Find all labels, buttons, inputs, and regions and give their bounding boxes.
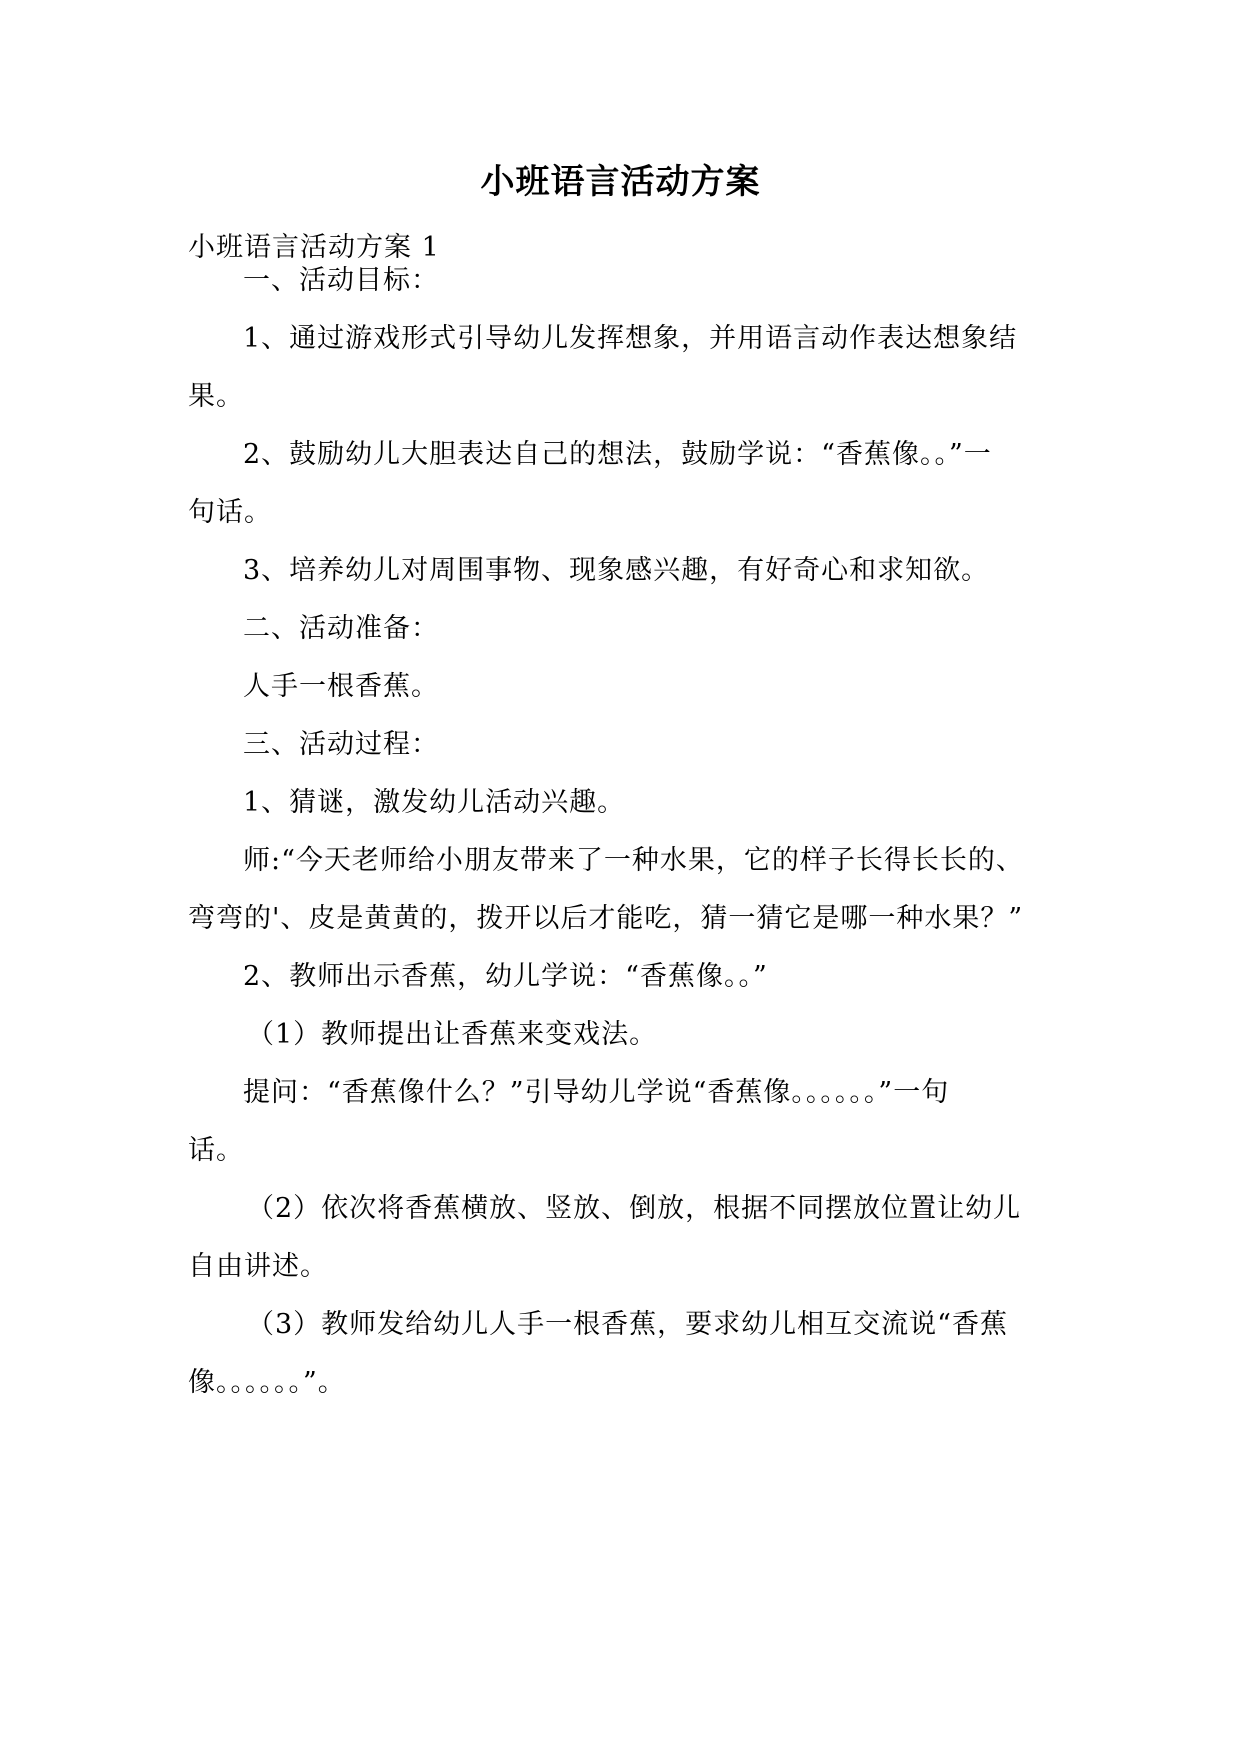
paragraph-line: 句话。 — [188, 497, 272, 528]
paragraph-line: 自由讲述。 — [188, 1251, 328, 1282]
paragraph-line: 1、通过游戏形式引导幼儿发挥想象，并用语言动作表达想象结 — [243, 323, 1018, 354]
paragraph-line: 师:“今天老师给小朋友带来了一种水果，它的样子长得长长的、 — [243, 845, 1024, 876]
paragraph-line: 提问：“香蕉像什么？”引导幼儿学说“香蕉像。。。。。。”一句 — [243, 1077, 950, 1108]
paragraph-line: 人手一根香蕉。 — [243, 671, 439, 702]
paragraph-line: 3、培养幼儿对周围事物、现象感兴趣，有好奇心和求知欲。 — [243, 555, 990, 586]
heading-objectives: 一、活动目标： — [243, 265, 439, 296]
paragraph-line: 2、教师出示香蕉，幼儿学说：“香蕉像。。” — [243, 961, 768, 992]
paragraph-line: （1）教师提出让香蕉来变戏法。 — [247, 1019, 658, 1050]
heading-preparation: 二、活动准备： — [243, 613, 439, 644]
paragraph-line: （3）教师发给幼儿人手一根香蕉，要求幼儿相互交流说“香蕉 — [247, 1309, 1008, 1340]
paragraph-line: 弯弯的'、皮是黄黄的，拨开以后才能吃，猜一猜它是哪一种水果？” — [188, 903, 1024, 934]
paragraph-line: 1、猜谜，激发幼儿活动兴趣。 — [243, 787, 626, 818]
document-title: 小班语言活动方案 — [480, 162, 761, 202]
paragraph-line: 像。。。。。。”。 — [188, 1367, 346, 1398]
paragraph-line: 话。 — [188, 1135, 244, 1166]
paragraph-line: 果。 — [188, 381, 244, 412]
paragraph-line: （2）依次将香蕉横放、竖放、倒放，根据不同摆放位置让幼儿 — [247, 1193, 1022, 1224]
heading-process: 三、活动过程： — [243, 729, 439, 760]
section-heading: 小班语言活动方案 1 — [188, 232, 440, 263]
paragraph-line: 2、鼓励幼儿大胆表达自己的想法，鼓励学说：“香蕉像。。”一 — [243, 439, 992, 470]
